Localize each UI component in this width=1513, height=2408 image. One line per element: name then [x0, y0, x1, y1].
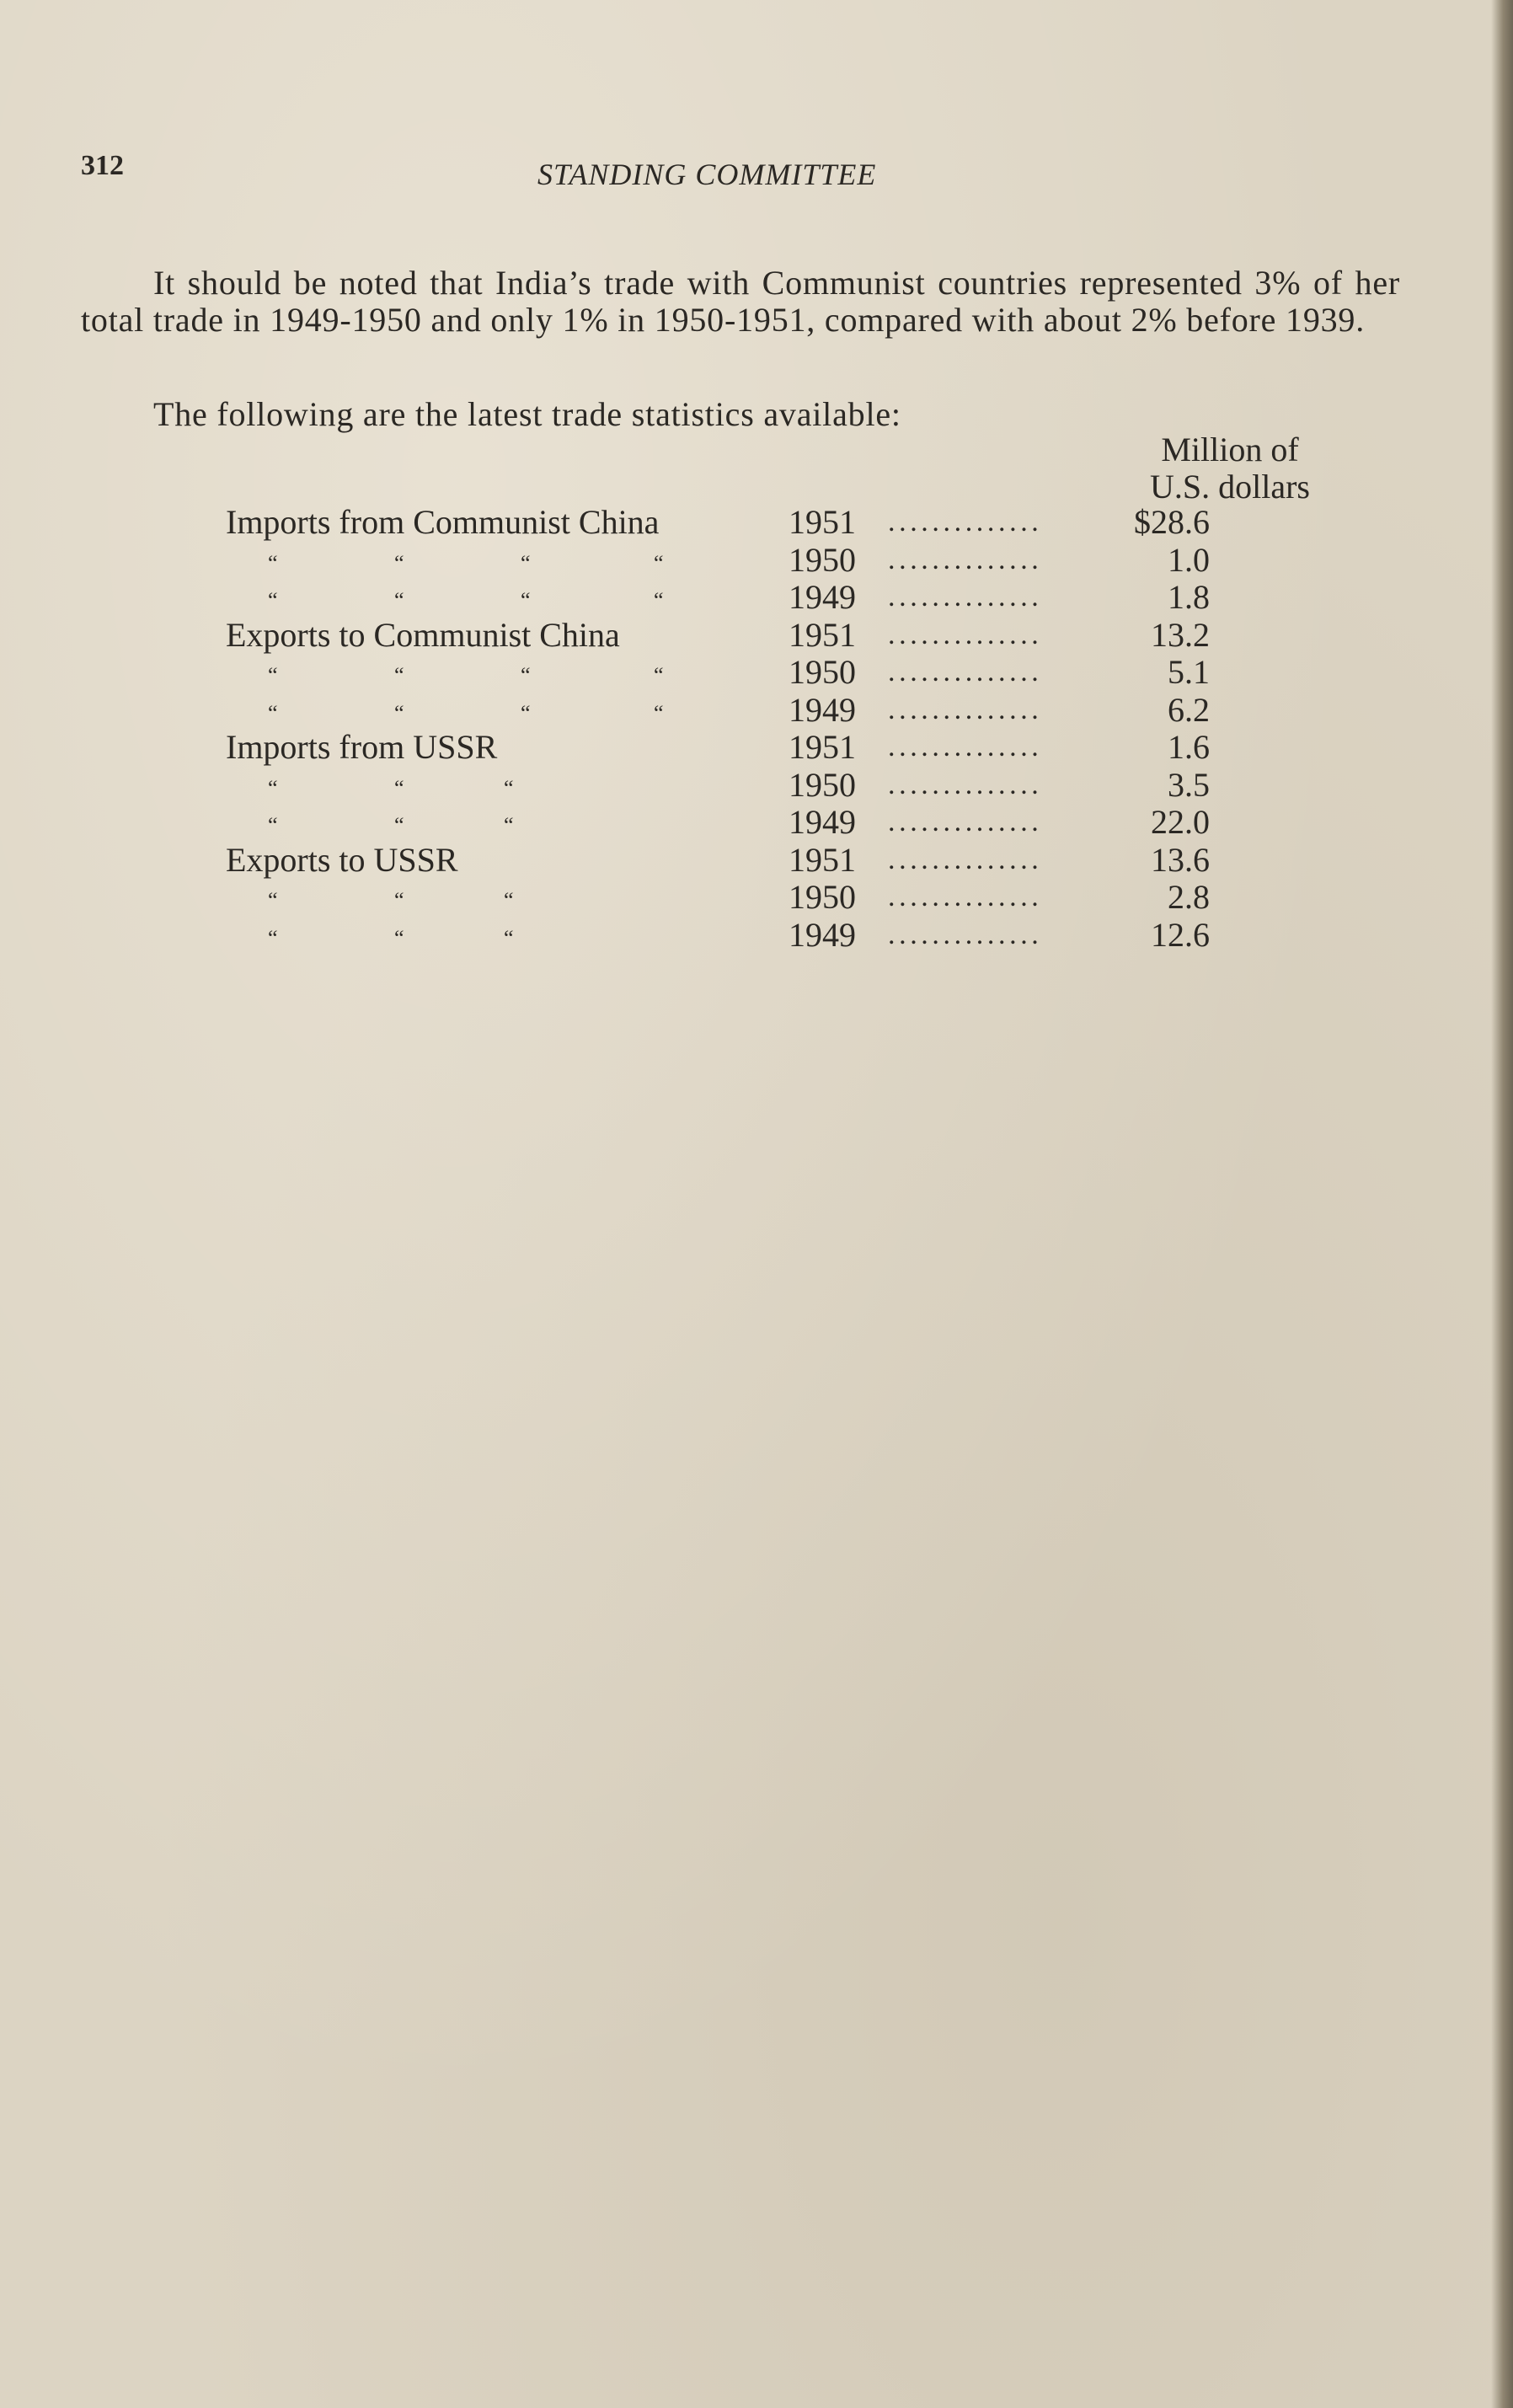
ditto-mark: “ — [504, 775, 514, 800]
table-row — [226, 917, 1321, 955]
dot-leader: .............. — [888, 731, 1043, 763]
table-row — [226, 804, 1321, 842]
ditto-mark: “ — [268, 550, 278, 575]
ditto-mark: “ — [521, 700, 531, 725]
table-row — [226, 504, 1321, 542]
row-value: 13.2 — [1151, 615, 1210, 654]
ditto-mark: “ — [521, 550, 531, 575]
row-label: Imports from Communist China — [226, 503, 660, 541]
row-value: 1.0 — [1168, 540, 1210, 579]
row-year: 1950 — [789, 653, 856, 691]
unit-header-line-1: Million of — [1161, 431, 1299, 468]
row-value: 22.0 — [1151, 803, 1210, 841]
ditto-mark: “ — [394, 813, 404, 837]
page-number: 312 — [81, 150, 124, 181]
row-value: 12.6 — [1151, 915, 1210, 954]
page-edge-shadow — [1491, 0, 1513, 2408]
row-label: Exports to USSR — [226, 840, 458, 879]
dot-leader: .............. — [888, 768, 1043, 800]
ditto-mark: “ — [504, 925, 514, 950]
ditto-mark: “ — [521, 663, 531, 688]
dot-leader: .............. — [888, 918, 1043, 950]
ditto-mark: “ — [654, 588, 664, 613]
ditto-mark: “ — [394, 700, 404, 725]
dot-leader: .............. — [888, 693, 1043, 725]
table-row — [226, 579, 1321, 617]
ditto-mark: “ — [654, 550, 664, 575]
ditto-mark: “ — [521, 588, 531, 613]
table-row — [226, 767, 1321, 805]
dot-leader: .............. — [888, 656, 1043, 688]
ditto-mark: “ — [394, 775, 404, 800]
ditto-mark: “ — [268, 925, 278, 950]
row-year: 1950 — [789, 540, 856, 579]
ditto-mark: “ — [268, 663, 278, 688]
row-value: 3.5 — [1168, 765, 1210, 804]
dot-leader: .............. — [888, 806, 1043, 837]
dot-leader: .............. — [888, 506, 1043, 538]
unit-header-line-2: U.S. dollars — [1150, 468, 1310, 506]
table-row — [226, 617, 1321, 655]
running-head: STANDING COMMITTEE — [537, 158, 877, 191]
row-value: 2.8 — [1168, 878, 1210, 916]
row-label: Exports to Communist China — [226, 615, 620, 654]
row-year: 1951 — [789, 840, 856, 879]
body-paragraph-1: It should be noted that India’s trade with Communist countries represented 3% of her total trade in 1949-1950 and only 1% in 1950-1951, compared with about 2% before 1939. — [81, 264, 1400, 339]
dot-leader: .............. — [888, 881, 1043, 912]
row-value: 13.6 — [1151, 840, 1210, 879]
ditto-mark: “ — [394, 925, 404, 950]
dot-leader: .............. — [888, 581, 1043, 613]
row-year: 1949 — [789, 915, 856, 954]
dot-leader: .............. — [888, 843, 1043, 875]
ditto-mark: “ — [268, 775, 278, 800]
row-year: 1949 — [789, 690, 856, 729]
table-row — [226, 842, 1321, 880]
table-row — [226, 692, 1321, 730]
row-value: 1.8 — [1168, 578, 1210, 616]
ditto-mark: “ — [268, 700, 278, 725]
table-row — [226, 542, 1321, 580]
row-year: 1949 — [789, 803, 856, 841]
row-year: 1951 — [789, 503, 856, 541]
table-row — [226, 729, 1321, 767]
row-value: 5.1 — [1168, 653, 1210, 691]
ditto-mark: “ — [654, 700, 664, 725]
ditto-mark: “ — [394, 588, 404, 613]
ditto-mark: “ — [504, 813, 514, 837]
table-row — [226, 654, 1321, 692]
dot-leader: .............. — [888, 618, 1043, 650]
row-year: 1951 — [789, 615, 856, 654]
ditto-mark: “ — [394, 888, 404, 912]
dot-leader: .............. — [888, 543, 1043, 575]
ditto-mark: “ — [394, 663, 404, 688]
row-year: 1950 — [789, 765, 856, 804]
ditto-mark: “ — [268, 588, 278, 613]
row-label: Imports from USSR — [226, 728, 498, 766]
table-unit-header — [1120, 431, 1339, 506]
row-value: 1.6 — [1168, 728, 1210, 766]
ditto-mark: “ — [268, 888, 278, 912]
ditto-mark: “ — [654, 663, 664, 688]
row-year: 1950 — [789, 878, 856, 916]
row-year: 1951 — [789, 728, 856, 766]
trade-statistics-table — [226, 504, 1321, 954]
row-value: 6.2 — [1168, 690, 1210, 729]
table-row — [226, 879, 1321, 917]
row-year: 1949 — [789, 578, 856, 616]
ditto-mark: “ — [504, 888, 514, 912]
row-value: $28.6 — [1134, 503, 1210, 541]
ditto-mark: “ — [268, 813, 278, 837]
body-paragraph-2: The following are the latest trade statistics available: — [153, 395, 901, 433]
ditto-mark: “ — [394, 550, 404, 575]
